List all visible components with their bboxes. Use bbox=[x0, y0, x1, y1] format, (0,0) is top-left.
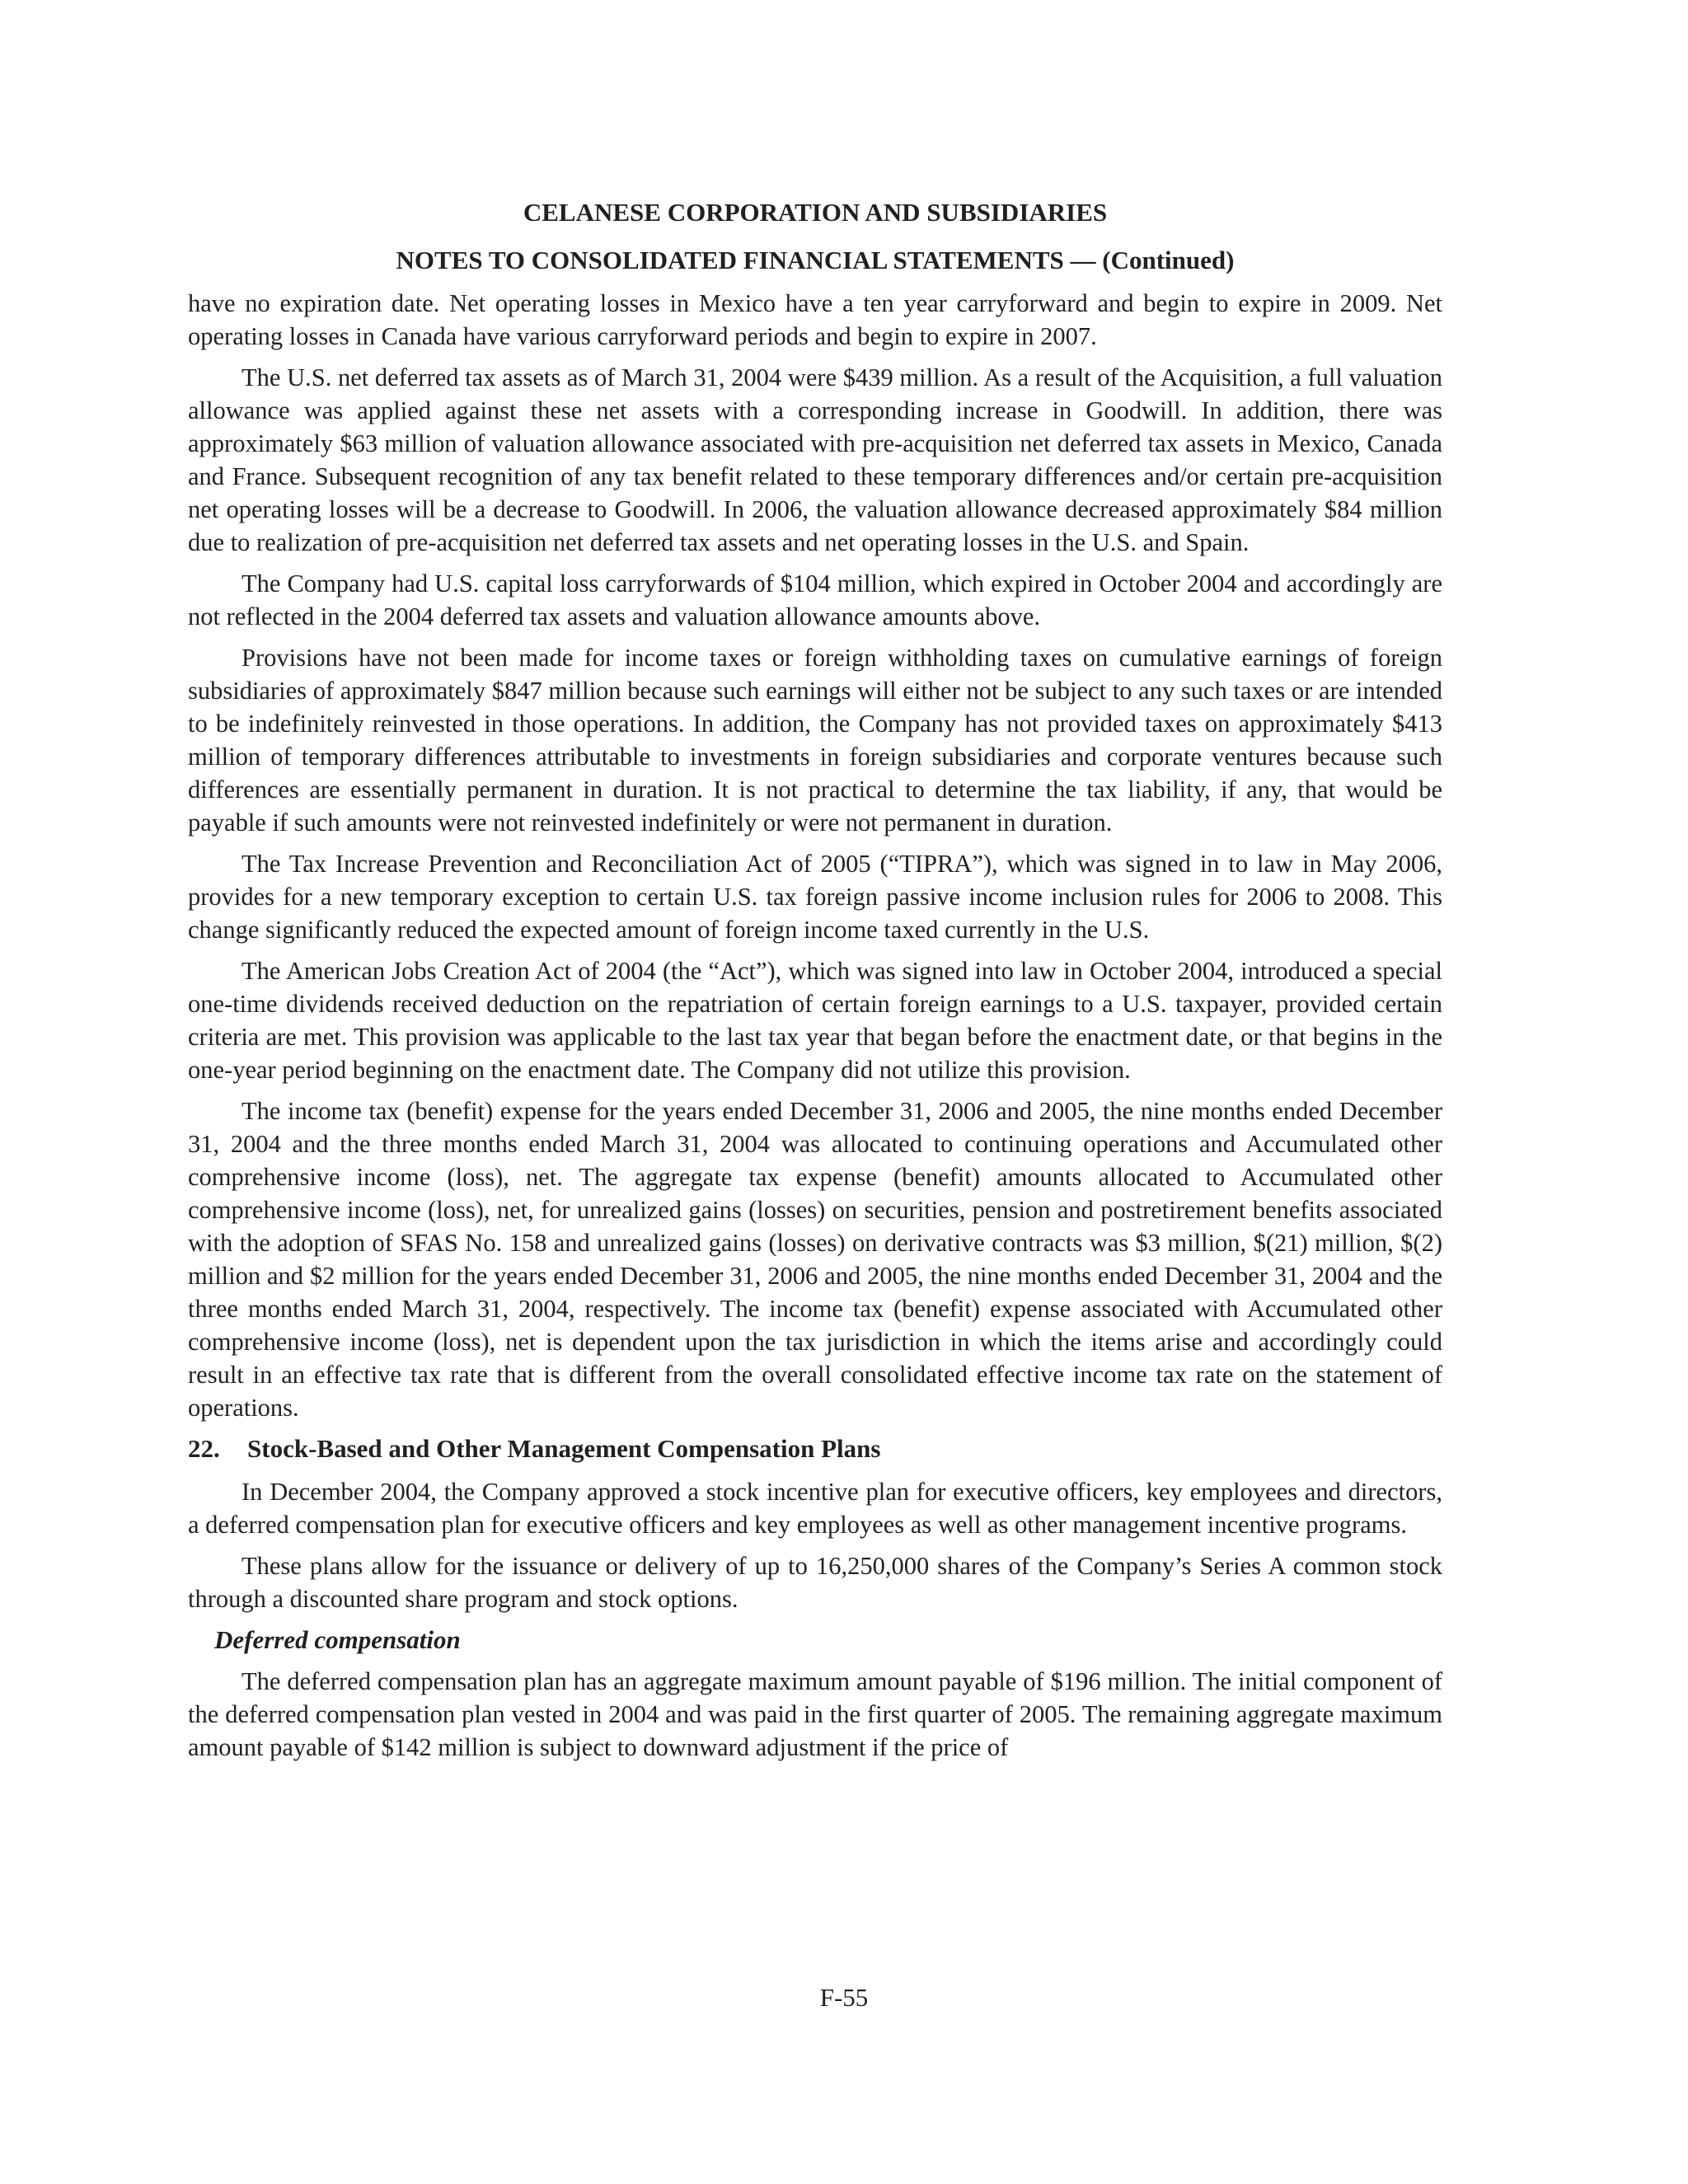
page-number: F-55 bbox=[819, 1983, 869, 2012]
paragraph-income-tax-allocation: The income tax (benefit) expense for the years ended December 31, 2006 and 2005, the nine months ended December 31, 2004 and the three months ended March 31, 2004 was allocated to continuing operations and Accumulated other comprehensive income (loss), net. The aggregate tax expense (benefit) amounts allocated to Accumulated other comprehensive income (loss), net, for unrealized gains (losses) on securities, pension and postretirement benefits associated with the adoption of SFAS No. 158 and unrealized gains (losses) on derivative contracts was $3 million, $(21) million, $(2) million and $2 million for the years ended December 31, 2006 and 2005, the nine months ended December 31, 2004 and the three months ended March 31, 2004, respectively. The income tax (benefit) expense associated with Accumulated other comprehensive income (loss), net is dependent upon the tax jurisdiction in which the items arise and accordingly could result in an effective tax rate that is different from the overall consolidated effective income tax rate on the statement of operations. bbox=[188, 1097, 1442, 1422]
paragraph-jobs-act: The American Jobs Creation Act of 2004 (the “Act”), which was signed into law in October 2004, introduced a special one-time dividends received deduction on the repatriation of certain foreign earnings to a U.S. taxpayer, provided certain criteria are met. This provision was applicable to the last tax year that began before the enactment date, or that begins in the one-year period beginning on the enactment date. The Company did not utilize this provision. bbox=[188, 957, 1442, 1084]
paragraph-foreign-earnings: Provisions have not been made for income taxes or foreign withholding taxes on cumulative earnings of foreign subsidiaries of approximately $847 million because such earnings will either not be subject to any such taxes or are intended to be indefinitely reinvested in those operations. In addition, the Company has not provided taxes on approximately $413 million of temporary differences attributable to investments in foreign subsidiaries and corporate ventures because such differences are essentially permanent in duration. It is not practical to determine the tax liability, if any, that would be payable if such amounts were not reinvested indefinitely or were not permanent in duration. bbox=[188, 644, 1442, 837]
notes-title: NOTES TO CONSOLIDATED FINANCIAL STATEMENTS — (Continued) bbox=[396, 246, 1235, 274]
section-number: 22. bbox=[188, 1434, 220, 1463]
section-title: Stock-Based and Other Management Compensation Plans bbox=[247, 1434, 881, 1463]
document-page bbox=[188, 196, 1442, 1772]
deferred-compensation-heading: Deferred compensation bbox=[214, 1625, 461, 1654]
paragraph-deferred-compensation: The deferred compensation plan has an aggregate maximum amount payable of $196 million. The initial component of the deferred compensation plan vested in 2004 and was paid in the first quarter of 2005. The remaining aggregate maximum amount payable of $142 million is subject to downward adjustment if the price of bbox=[188, 1667, 1442, 1761]
paragraph-us-deferred-tax: The U.S. net deferred tax assets as of March 31, 2004 were $439 million. As a result of the Acquisition, a full valuation allowance was applied against these net assets with a corresponding increase in Goodwill. In addition, there was approximately $63 million of valuation allowance associated with pre-acquisition net deferred tax assets in Mexico, Canada and France. Subsequent recognition of any tax benefit related to these temporary differences and/or certain pre-acquisition net operating losses will be a decrease to Goodwill. In 2006, the valuation allowance decreased approximately $84 million due to realization of pre-acquisition net deferred tax assets and net operating losses in the U.S. and Spain. bbox=[188, 363, 1442, 556]
paragraph-nol-expiration: have no expiration date. Net operating losses in Mexico have a ten year carryforward and begin to expire in 2009. Net operating losses in Canada have various carryforward periods and begin to expire in 2007. bbox=[188, 289, 1442, 350]
section-22-heading bbox=[188, 1432, 1442, 1465]
paragraph-share-issuance: These plans allow for the issuance or delivery of up to 16,250,000 shares of the Company’s Series A common stock through a discounted share program and stock options. bbox=[188, 1552, 1442, 1613]
paragraph-tipra: The Tax Increase Prevention and Reconciliation Act of 2005 (“TIPRA”), which was signed in to law in May 2006, provides for a new temporary exception to certain U.S. tax foreign passive income inclusion rules for 2006 to 2008. This change significantly reduced the expected amount of foreign income taxed currently in the U.S. bbox=[188, 850, 1442, 944]
company-header: CELANESE CORPORATION AND SUBSIDIARIES bbox=[523, 198, 1108, 227]
paragraph-stock-incentive-plan: In December 2004, the Company approved a stock incentive plan for executive officers, key employees and directors, a deferred compensation plan for executive officers and key employees as well as other management incentive programs. bbox=[188, 1478, 1442, 1539]
paragraph-capital-loss: The Company had U.S. capital loss carryforwards of $104 million, which expired in October 2004 and accordingly are not reflected in the 2004 deferred tax assets and valuation allowance amounts above. bbox=[188, 569, 1442, 630]
